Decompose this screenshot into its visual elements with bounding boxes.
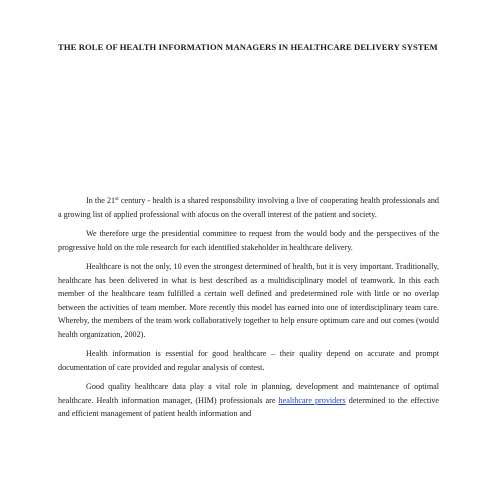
paragraph-1-rest: century - health is a shared responsibility involving a live of cooperating health professionals and a growing list of applied professional with afocus on the overall interest of the patient and society. [58,196,439,219]
paragraph-1-start: In the 21 [86,196,116,205]
paragraph-2: We therefore urge the presidential committee to request from the would body and the perspectives of the progressive hold on the role research for each identified stakeholder in healthcare delivery. [58,229,439,252]
paragraph-5-start: Good quality healthcare data play a vital role in planning, development and maintenance of optimal healthcare. Health information manager, (HIM) professionals are [58,382,439,405]
document-body [58,194,439,427]
healthcare-providers-link[interactable]: healthcare providers [278,395,346,405]
document-title: THE ROLE OF HEALTH INFORMATION MANAGERS IN HEALTHCARE DELIVERY SYSTEM [58,42,438,52]
paragraph-1 [58,194,439,221]
paragraph-5 [58,380,439,421]
paragraph-3: Healthcare is not the only, 10 even the strongest determined of health, but it is very important. Traditionally, healthcare has been delivered in what is best described as a multidisciplinary model of teamwork. In this each member of the healthcare team fulfilled a certain well defined and predetermined role with little or no overlap between the activities of team member. More recently this model has earned into one of interdisciplinary team care. Whereby, the members of the team work collaboratively together to help ensure optimum care and out comes (would health organization, 2002). [58,262,439,339]
ordinal-suffix: st [115,196,119,202]
paragraph-5-rest: determined to the effective and efficient management of patient health information and [58,395,439,418]
paragraph-4: Health information is essential for good healthcare – their quality depend on accurate and prompt documentation of care provided and regular analysis of contest. [58,349,439,372]
